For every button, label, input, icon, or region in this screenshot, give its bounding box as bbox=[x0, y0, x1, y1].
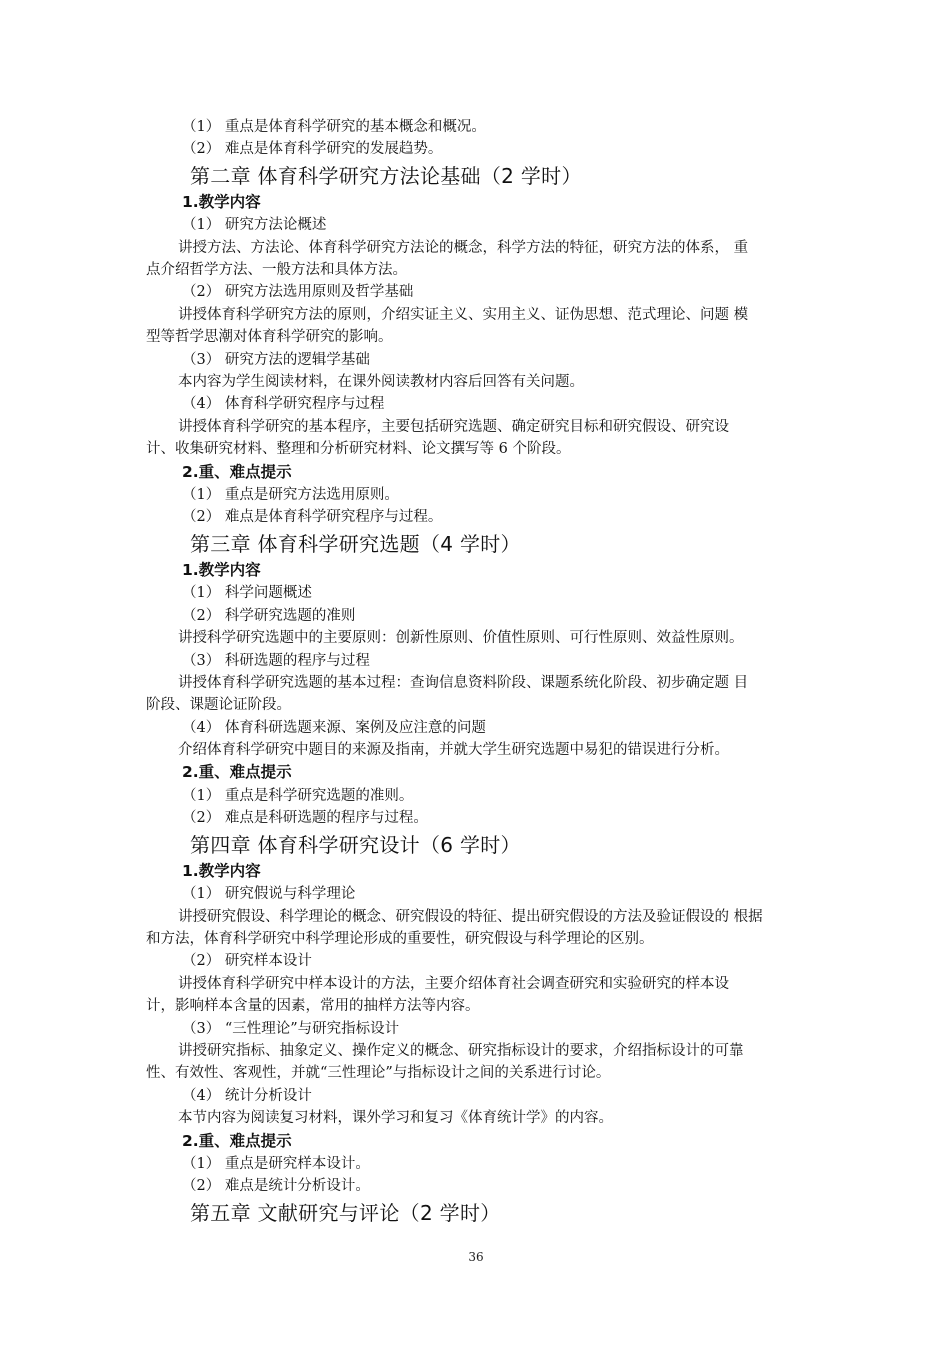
paragraph-line: 讲授体育科学研究选题的基本过程：查询信息资料阶段、课题系统化阶段、初步确定题 目 bbox=[178, 674, 749, 691]
paragraph-line: 讲授体育科学研究方法的原则，介绍实证主义、实用主义、证伪思想、范式理论、问题 模 bbox=[178, 306, 749, 323]
chapter-heading: 第四章 体育科学研究设计（6 学时） bbox=[190, 832, 521, 857]
page-number: 36 bbox=[468, 1250, 484, 1264]
list-item: （1） 重点是研究方法选用原则。 bbox=[182, 487, 399, 504]
list-item: （1） 重点是研究样本设计。 bbox=[182, 1156, 370, 1173]
paragraph-line: 本内容为学生阅读材料，在课外阅读教材内容后回答有关问题。 bbox=[178, 374, 584, 391]
paragraph-line: 讲授研究指标、抽象定义、操作定义的概念、研究指标设计的要求，介绍指标设计的可靠 bbox=[178, 1043, 744, 1059]
paragraph-line: 介绍体育科学研究中题目的来源及指南，并就大学生研究选题中易犯的错误进行分析。 bbox=[178, 742, 729, 759]
list-item: （2） 难点是体育科学研究程序与过程。 bbox=[182, 509, 443, 526]
list-item: （2） 研究方法选用原则及哲学基础 bbox=[182, 284, 414, 301]
list-item: （2） 难点是体育科学研究的发展趋势。 bbox=[182, 141, 443, 158]
list-item: （3） 研究方法的逻辑学基础 bbox=[182, 351, 370, 368]
list-item: （1） 重点是体育科学研究的基本概念和概况。 bbox=[182, 119, 486, 135]
paragraph-line: 性、有效性、客观性，并就“三性理论”与指标设计之间的关系进行讨论。 bbox=[146, 1065, 611, 1082]
chapter-heading: 第二章 体育科学研究方法论基础（2 学时） bbox=[190, 163, 582, 188]
list-item: （4） 统计分析设计 bbox=[182, 1087, 312, 1104]
section-heading: 1.教学内容 bbox=[182, 861, 261, 880]
section-heading: 2.重、难点提示 bbox=[182, 462, 292, 481]
section-heading: 2.重、难点提示 bbox=[182, 1131, 292, 1150]
list-item: （2） 难点是统计分析设计。 bbox=[182, 1178, 370, 1195]
list-item: （4） 体育科研选题来源、案例及应注意的问题 bbox=[182, 719, 486, 736]
paragraph-line: 讲授方法、方法论、体育科学研究方法论的概念，科学方法的特征，研究方法的体系， 重 bbox=[178, 239, 749, 256]
paragraph-line: 阶段、课题论证阶段。 bbox=[146, 697, 291, 714]
list-item: （1） 科学问题概述 bbox=[182, 585, 312, 602]
list-item: （1） 重点是科学研究选题的准则。 bbox=[182, 787, 414, 804]
paragraph-line: 本节内容为阅读复习材料，课外学习和复习《体育统计学》的内容。 bbox=[178, 1110, 613, 1127]
paragraph-line: 计，影响样本含量的因素，常用的抽样方法等内容。 bbox=[146, 998, 480, 1015]
list-item: （2） 难点是科研选题的程序与过程。 bbox=[182, 810, 428, 827]
paragraph-line: 讲授研究假设、科学理论的概念、研究假设的特征、提出研究假设的方法及验证假设的 根据 bbox=[178, 908, 763, 925]
paragraph-line: 讲授科学研究选题中的主要原则：创新性原则、价值性原则、可行性原则、效益性原则。 bbox=[178, 630, 744, 647]
chapter-heading: 第五章 文献研究与评论（2 学时） bbox=[190, 1200, 501, 1225]
paragraph-line: 讲授体育科学研究的基本程序，主要包括研究选题、确定研究目标和研究假设、研究设 bbox=[178, 418, 729, 435]
list-item: （1） 研究假说与科学理论 bbox=[182, 886, 356, 903]
paragraph-line: 点介绍哲学方法、一般方法和具体方法。 bbox=[146, 262, 407, 279]
list-item: （3） “三性理论”与研究指标设计 bbox=[182, 1020, 400, 1037]
paragraph-line: 计、收集研究材料、整理和分析研究材料、论文撰写等 6 个阶段。 bbox=[146, 441, 571, 458]
paragraph-line: 和方法，体育科学研究中科学理论形成的重要性，研究假设与科学理论的区别。 bbox=[146, 931, 654, 948]
section-heading: 2.重、难点提示 bbox=[182, 763, 292, 782]
list-item: （2） 科学研究选题的准则 bbox=[182, 607, 356, 624]
paragraph-line: 型等哲学思潮对体育科学研究的影响。 bbox=[146, 329, 393, 346]
list-item: （4） 体育科学研究程序与过程 bbox=[182, 396, 385, 413]
section-heading: 1.教学内容 bbox=[182, 560, 261, 579]
list-item: （3） 科研选题的程序与过程 bbox=[182, 652, 370, 669]
paragraph-line: 讲授体育科学研究中样本设计的方法，主要介绍体育社会调查研究和实验研究的样本设 bbox=[178, 975, 729, 992]
section-heading: 1.教学内容 bbox=[182, 192, 261, 211]
page-content bbox=[146, 116, 826, 1228]
list-item: （1） 研究方法论概述 bbox=[182, 217, 327, 234]
list-item: （2） 研究样本设计 bbox=[182, 953, 312, 970]
chapter-heading: 第三章 体育科学研究选题（4 学时） bbox=[190, 531, 521, 556]
